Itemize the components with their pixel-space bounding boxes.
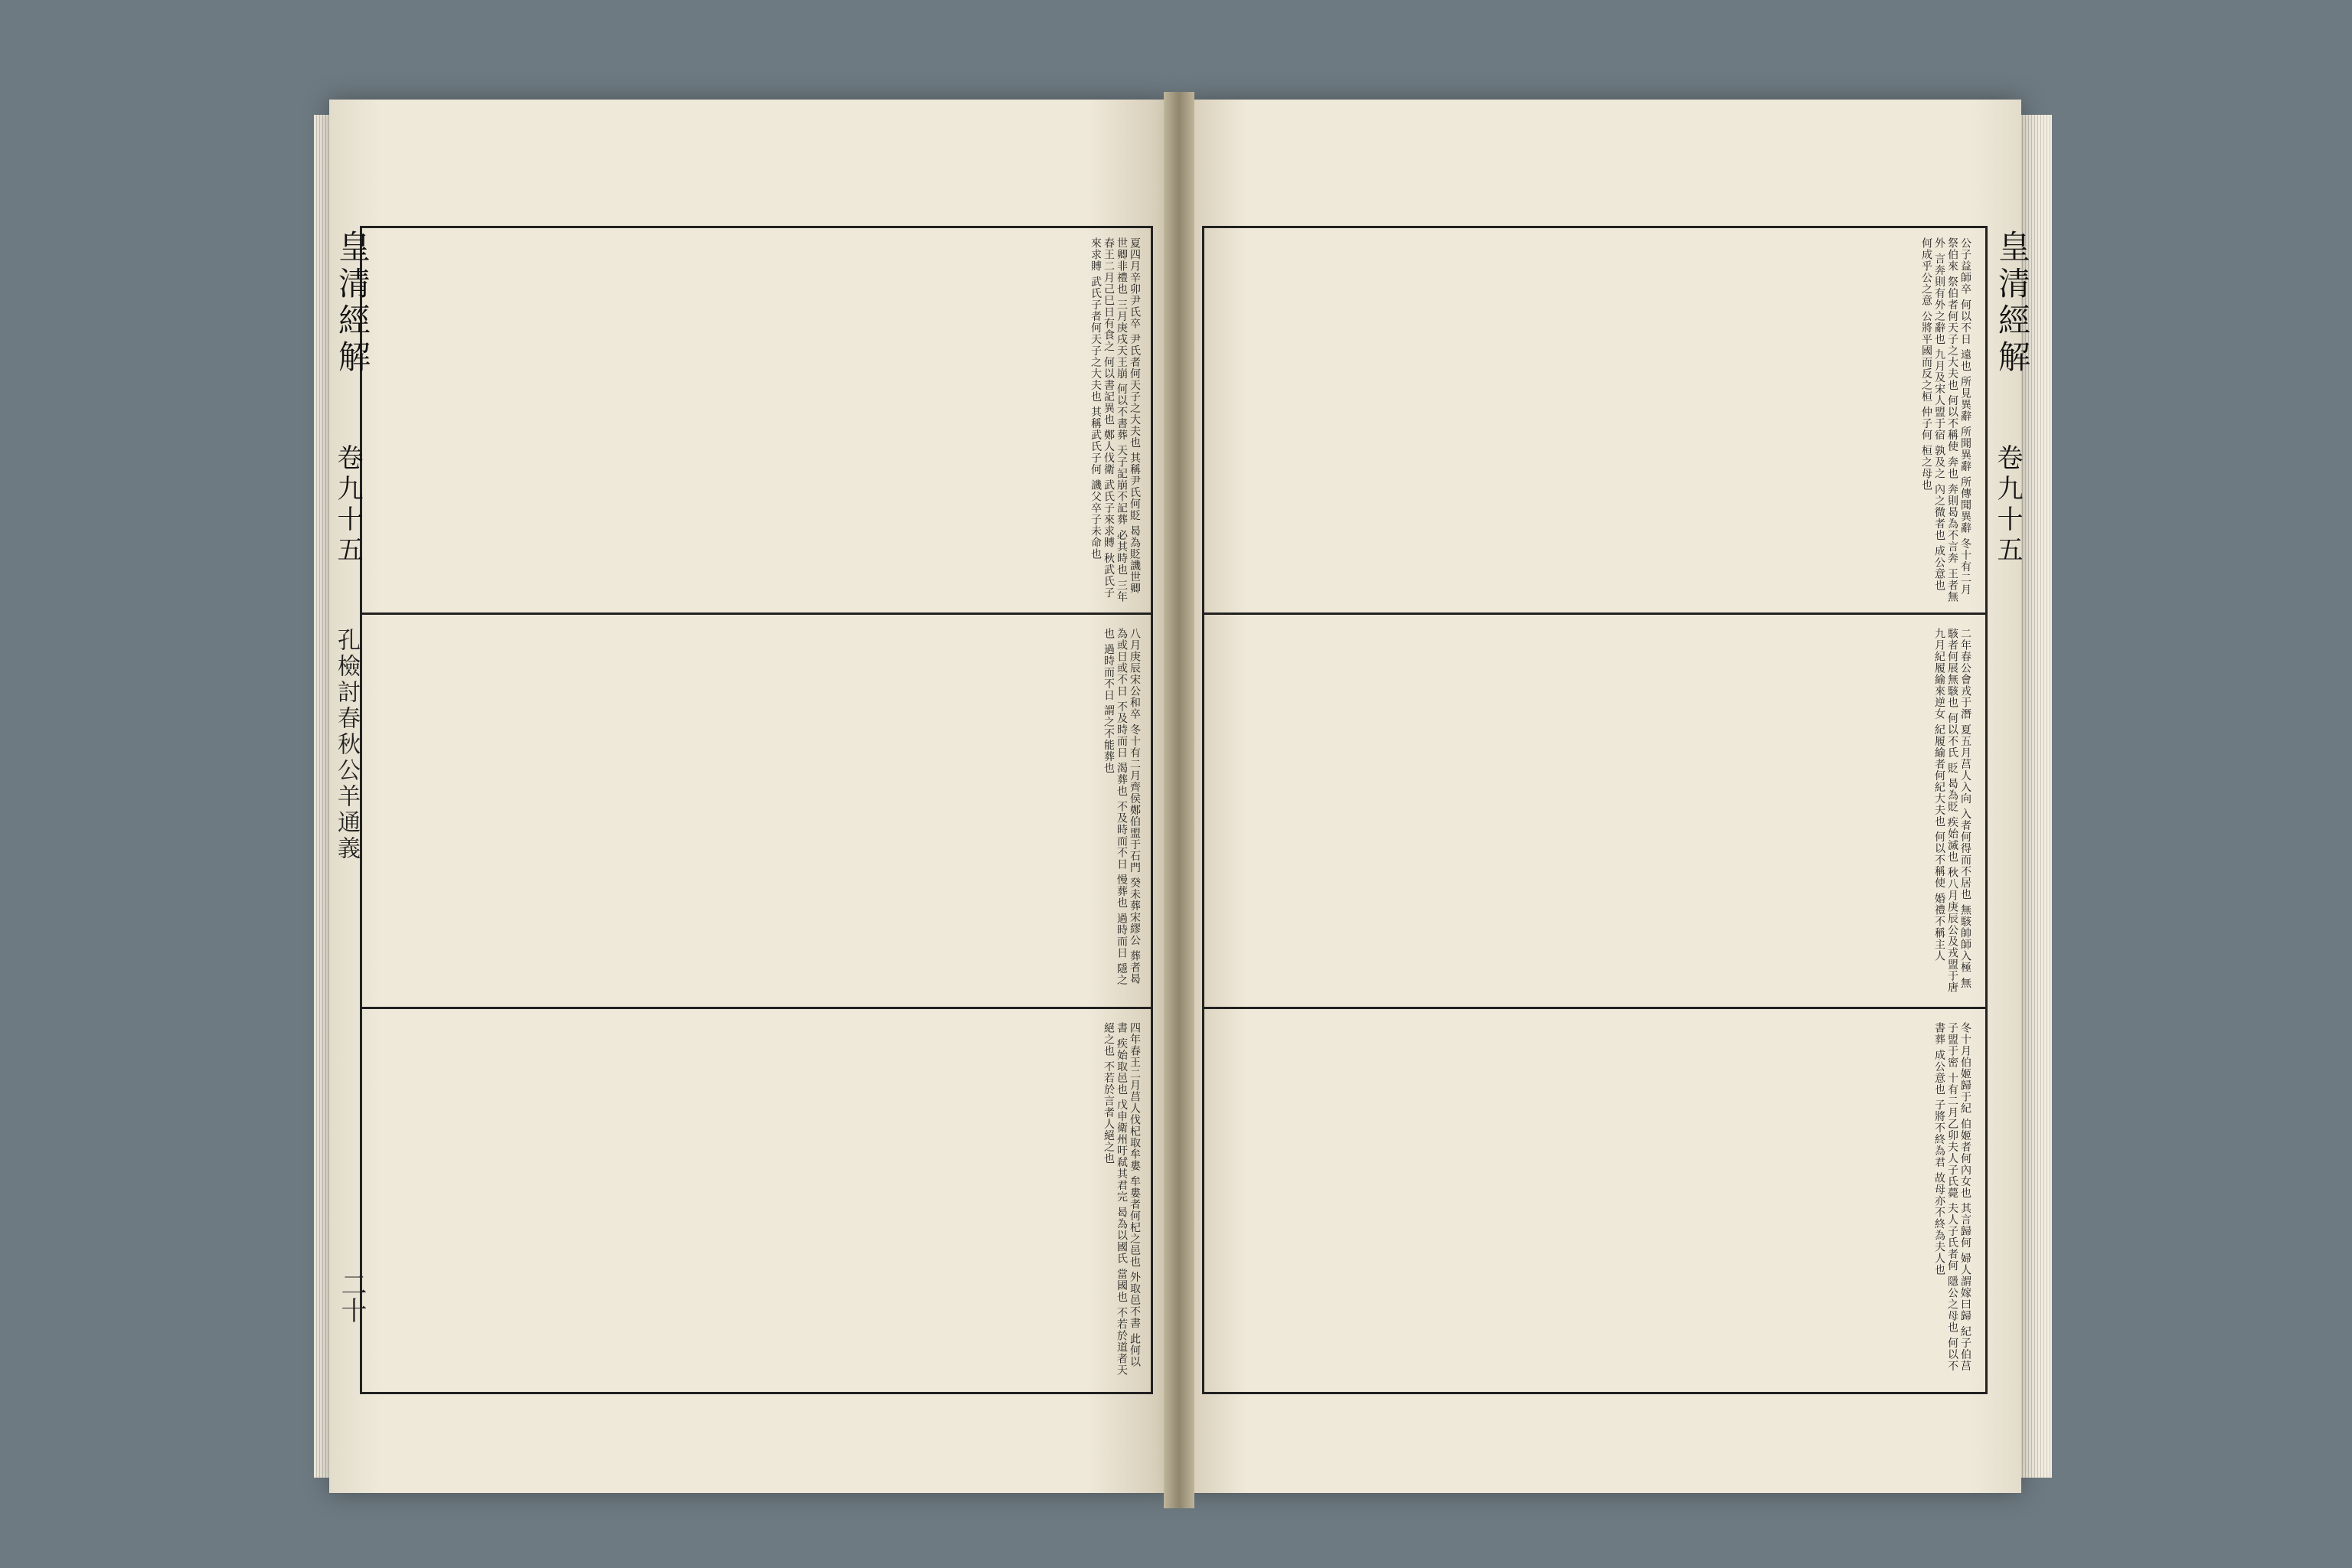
- right-volume-label: 卷九十五: [1992, 444, 2023, 567]
- left-banner-title: 皇清經解: [334, 230, 371, 377]
- right-banner-title: 皇清經解: [1994, 230, 2031, 377]
- left-divider-2: [360, 1007, 1153, 1009]
- right-text-block-bottom: 冬十月伯姬歸于紀 伯姬者何內女也 其言歸何 婦人謂嫁曰歸 紀子伯莒子盟于密 十有二月乙卯夫人子氏薨 夫人子氏者何 隱公之母也 何以不書葬 成公意也 子將不終為君 故母亦不終為夫人也: [1933, 1022, 1971, 1372]
- left-text-block-top: 夏四月辛卯尹氏卒 尹氏者何天子之大夫也 其稱尹氏何貶 曷為貶譏世卿 世卿非禮也 三月庚戌天王崩 何以不書葬 天子記崩不記葬 必其時也 三年春王二月己巳日有食之 何以書記異也 鄭人伐衛 武氏子來求賻 秋武氏子來求賻 武氏子者何天子之大夫也 其稱武氏子何 譏父卒子未命也: [1089, 237, 1141, 603]
- left-page-number: 二十: [336, 1271, 367, 1323]
- left-divider-1: [360, 612, 1153, 615]
- right-text-block-top: 公子益師卒 何以不日 遠也 所見異辭 所聞異辭 所傳聞異辭 冬十有二月祭伯來 祭伯者何天子之大夫也 何以不稱使 奔也 奔則曷為不言奔 王者無外 言奔則有外之辭也 九月及宋人盟于宿 孰及之 內之微者也 成公意也 何成乎公之意 公將平國而反之桓 仲子何 桓之母也: [1920, 237, 1971, 603]
- right-divider-2: [1202, 1007, 1988, 1009]
- left-footer-title: 孔檢討春秋公羊通義: [333, 628, 360, 862]
- right-divider-1: [1202, 612, 1988, 615]
- right-text-block-middle: 二年春公會戎于潛 夏五月莒人入向 入者何得而不居也 無駭帥師入極 無駭者何展無駭也 何以不氏 貶 曷為貶 疾始滅也 秋八月庚辰公及戎盟于唐 九月紀履緰來逆女 紀履緰者何紀大夫也 何以不稱使 婚禮不稱主人: [1933, 628, 1971, 994]
- left-volume-label: 卷九十五: [332, 444, 363, 567]
- book-gutter: [1164, 92, 1194, 1508]
- left-text-block-middle: 八月庚辰宋公和卒 冬十有二月齊侯鄭伯盟于石門 癸未葬宋繆公 葬者曷為或日或不日 不及時而日 渴葬也 不及時而不日 慢葬也 過時而日 隱之也 過時而不日 謂之不能葬也: [1102, 628, 1141, 986]
- left-text-block-bottom: 四年春王二月莒人伐杞取牟婁 牟婁者何杞之邑也 外取邑不書 此何以書 疾始取邑也 戊申衛州吁弒其君完 曷為以國氏 當國也 不若於道者天絕之也 不若於言者人絕之也: [1102, 1022, 1141, 1377]
